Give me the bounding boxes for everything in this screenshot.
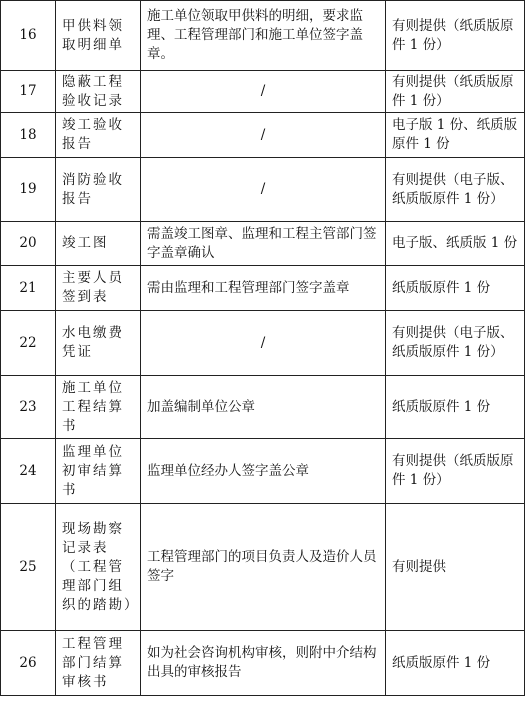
material-requirement: 有则提供（纸质版原件 1 份）	[386, 1, 525, 71]
material-note: /	[141, 158, 386, 222]
material-name: 竣工验收报告	[56, 113, 141, 158]
row-number: 18	[1, 113, 56, 158]
material-requirement: 有则提供（纸质版原件 1 份）	[386, 439, 525, 504]
material-name: 隐蔽工程验收记录	[56, 71, 141, 113]
table-row	[1, 222, 525, 266]
material-name: 施工单位工程结算书	[56, 376, 141, 439]
material-name: 消防验收报告	[56, 158, 141, 222]
material-note: 需盖竣工图章、监理和工程主管部门签字盖章确认	[141, 222, 386, 266]
row-number: 20	[1, 222, 56, 266]
row-number: 16	[1, 1, 56, 71]
material-requirement: 电子版、纸质版 1 份	[386, 222, 525, 266]
material-name: 主要人员签到表	[56, 266, 141, 311]
table-row	[1, 1, 525, 71]
material-requirement: 纸质版原件 1 份	[386, 266, 525, 311]
material-requirement: 有则提供	[386, 504, 525, 631]
material-note: 监理单位经办人签字盖公章	[141, 439, 386, 504]
material-requirement: 电子版 1 份、纸质版原件 1 份	[386, 113, 525, 158]
material-name: 工程管理部门结算审核书	[56, 631, 141, 696]
material-note: 工程管理部门的项目负责人及造价人员签字	[141, 504, 386, 631]
material-note: 如为社会咨询机构审核，则附中介结构出具的审核报告	[141, 631, 386, 696]
row-number: 22	[1, 311, 56, 376]
material-note: 需由监理和工程管理部门签字盖章	[141, 266, 386, 311]
table-row	[1, 266, 525, 311]
material-requirement: 有则提供（电子版、纸质版原件 1 份）	[386, 311, 525, 376]
table-row	[1, 439, 525, 504]
material-requirement: 纸质版原件 1 份	[386, 376, 525, 439]
row-number: 19	[1, 158, 56, 222]
row-number: 24	[1, 439, 56, 504]
table-row	[1, 158, 525, 222]
table-row	[1, 71, 525, 113]
material-name: 水电缴费凭证	[56, 311, 141, 376]
table-row	[1, 311, 525, 376]
material-note: 加盖编制单位公章	[141, 376, 386, 439]
table-row	[1, 376, 525, 439]
table-row	[1, 113, 525, 158]
material-name: 监理单位初审结算书	[56, 439, 141, 504]
row-number: 17	[1, 71, 56, 113]
table-row	[1, 504, 525, 631]
material-name: 甲供料领取明细单	[56, 1, 141, 71]
material-note: /	[141, 113, 386, 158]
row-number: 25	[1, 504, 56, 631]
material-requirement: 纸质版原件 1 份	[386, 631, 525, 696]
material-requirement: 有则提供（纸质版原件 1 份）	[386, 71, 525, 113]
row-number: 21	[1, 266, 56, 311]
material-requirement: 有则提供（电子版、纸质版原件 1 份）	[386, 158, 525, 222]
material-note: 施工单位领取甲供料的明细，要求监理、工程管理部门和施工单位签字盖章。	[141, 1, 386, 71]
material-note: /	[141, 71, 386, 113]
material-name: 现场勘察记录表（工程管理部门组织的踏勘）	[56, 504, 141, 631]
table-row	[1, 631, 525, 696]
material-note: /	[141, 311, 386, 376]
material-name: 竣工图	[56, 222, 141, 266]
row-number: 23	[1, 376, 56, 439]
row-number: 26	[1, 631, 56, 696]
